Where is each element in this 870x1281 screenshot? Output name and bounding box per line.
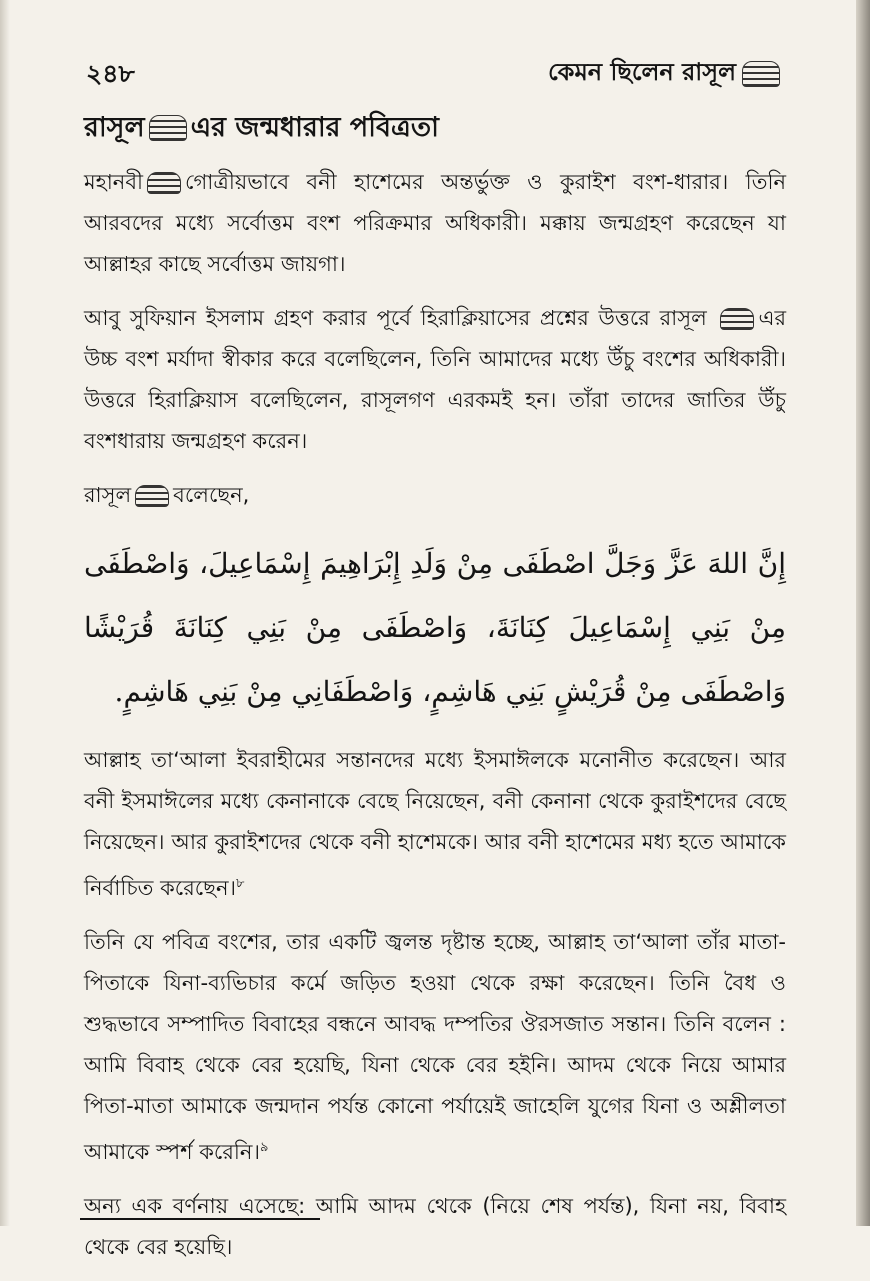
- salawat-calligraphy-icon: [135, 485, 169, 507]
- paragraph-2-start: আবু সুফিয়ান ইসলাম গ্রহণ করার পূর্বে হিরাক্লিয়াসের প্রশ্নের উত্তরে রাসূল: [84, 306, 707, 330]
- page-number: ২৪৮: [86, 59, 135, 88]
- running-title: [548, 54, 780, 94]
- footnote-separator: [80, 1218, 320, 1220]
- arabic-hadith-text: إِنَّ اللهَ عَزَّ وَجَلَّ اصْطَفَى مِنْ وَلَدِ إِبْرَاهِيمَ إِسْمَاعِيلَ، وَاصْطَفَى مِنْ بَنِي إِسْمَاعِيلَ كِنَانَةَ، وَاصْطَفَى مِنْ بَنِي كِنَانَةَ قُرَيْشًا وَاصْطَفَى مِنْ قُرَيْشٍ بَنِي هَاشِمٍ، وَاصْطَفَانِي مِنْ بَنِي هَاشِمٍ.: [84, 547, 786, 708]
- salawat-calligraphy-icon: [149, 115, 187, 141]
- page-gutter-shadow: [0, 0, 10, 1226]
- paragraph-5-text: তিনি যে পবিত্র বংশের, তার একটি জ্বলন্ত দৃষ্টান্ত হচ্ছে, আল্লাহ তা‘আলা তাঁর মাতা-পিতাকে যিনা-ব্যভিচার কর্মে জড়িত হওয়া থেকে রক্ষা করেছেন। তিনি বৈধ ও শুদ্ধভাবে সম্পাদিত বিবাহের বন্ধনে আবদ্ধ দম্পতির ঔরসজাত সন্তান। তিনি বলেন : আমি বিবাহ থেকে বের হয়েছি, যিনা থেকে বের হইনি। আদম থেকে নিয়ে আমার পিতা-মাতা আমাকে জন্মদান পর্যন্ত কোনো পর্যায়েই জাহেলি যুগের যিনা ও অশ্লীলতা আমাকে স্পর্শ করেনি।: [84, 930, 786, 1164]
- paragraph-1: [84, 162, 786, 285]
- salawat-calligraphy-icon: [742, 61, 780, 87]
- page-edge: [856, 0, 870, 1226]
- running-title-text: কেমন ছিলেন রাসূল: [547, 58, 736, 86]
- page-content: [84, 108, 786, 1281]
- paragraph-1-rest: গোত্রীয়ভাবে বনী হাশেমের অন্তর্ভুক্ত ও কুরাইশ বংশ-ধারার। তিনি আরবদের মধ্যে সর্বোত্তম বংশ পরিক্রমার অধিকারী। মক্কায় জন্মগ্রহণ করেছেন যা আল্লাহর কাছে সর্বোত্তম জায়গা।: [84, 170, 786, 276]
- hadith-translation-text: আল্লাহ তা‘আলা ইবরাহীমের সন্তানদের মধ্যে ইসমাঈলকে মনোনীত করেছেন। আর বনী ইসমাঈলের মধ্যে কেনানাকে বেছে নিয়েছেন, বনী কেনানা থেকে কুরাইশদের বেছে নিয়েছেন। আর কুরাইশদের থেকে বনী হাশেমকে। আর বনী হাশেমের মধ্য হতে আমাকে নির্বাচিত করেছেন।: [84, 748, 786, 900]
- page-header: [80, 52, 780, 92]
- heading-text-start: রাসূল: [84, 112, 145, 143]
- paragraph-5: [84, 922, 786, 1173]
- footnote-marker: ৮: [235, 876, 245, 891]
- footnote-marker: ৯: [259, 1140, 269, 1155]
- hadith-intro-rest: বলেছেন,: [173, 483, 250, 507]
- hadith-intro: [84, 475, 786, 516]
- hadith-intro-start: রাসূল: [84, 483, 132, 507]
- paragraph-2-rest: এর উচ্চ বংশ মর্যাদা স্বীকার করে বলেছিলেন, তিনি আমাদের মধ্যে উঁচু বংশের অধিকারী। উত্তরে হিরাক্লিয়াস বলেছিলেন, রাসূলগণ এরকমই হন। তাঁরা তাদের জাতির উঁচু বংশধারায় জন্মগ্রহণ করেন।: [84, 306, 786, 453]
- salawat-calligraphy-icon: [147, 172, 181, 194]
- section-heading: [84, 108, 786, 148]
- paragraph-6: অন্য এক বর্ণনায় এসেছে: আমি আদম থেকে (নিয়ে শেষ পর্যন্ত), যিনা নয়, বিবাহ থেকে বের হয়েছি।: [84, 1194, 786, 1259]
- heading-text-end: এর জন্মধারার পবিত্রতা: [190, 112, 439, 143]
- paragraph-2: [84, 298, 786, 462]
- hadith-translation: [84, 740, 786, 909]
- salawat-calligraphy-icon: [720, 308, 754, 330]
- paragraph-1-start: মহানবী: [84, 170, 144, 194]
